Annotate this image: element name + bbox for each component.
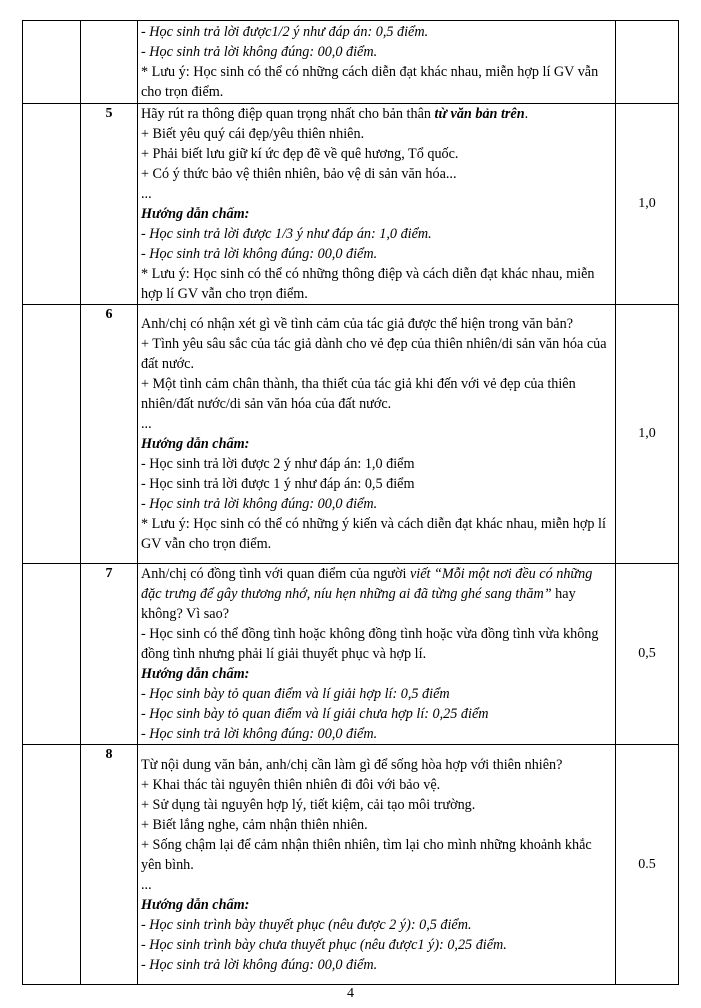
score-cell: 1,0 [616,104,679,305]
question-text: Hãy rút ra thông điệp quan trọng nhất cho bản thân từ văn bản trên. [141,106,529,122]
answer-content [138,564,616,745]
answer-content [138,21,616,104]
guide-line: - Học sinh trả lời được 1/3 ý như đáp án: 1,0 điểm. [141,226,432,242]
blank-cell [23,745,81,985]
score-cell: 1,0 [616,305,679,564]
answer-point: + Phải biết lưu giữ kí ức đẹp đẽ về quê hương, Tổ quốc. [141,146,459,162]
score-cell [616,21,679,104]
table-row [23,21,679,104]
note-line: * Lưu ý: Học sinh có thể có những ý kiến và cách diễn đạt khác nhau, miễn hợp lí GV vẫn cho trọn điểm. [141,516,606,552]
answer-point: + Tình yêu sâu sắc của tác giả dành cho vẻ đẹp của thiên nhiên/di sản văn hóa của đất nước. [141,336,607,372]
question-text: Từ nội dung văn bản, anh/chị cần làm gì để sống hòa hợp với thiên nhiên? [141,756,563,773]
guide-line: - Học sinh trả lời không đúng: 00,0 điểm. [141,726,378,742]
grading-guide-heading: Hướng dẫn chấm: [141,896,250,913]
blank-cell [23,21,81,104]
question-number: 5 [81,104,138,305]
blank-cell [23,104,81,305]
answer-point: + Sử dụng tài nguyên hợp lý, tiết kiệm, cải tạo môi trường. [141,796,476,813]
guide-line: - Học sinh trả lời không đúng: 00,0 điểm. [141,44,378,60]
score-cell: 0.5 [616,745,679,985]
question-number: 6 [81,305,138,564]
table-row [23,745,679,985]
answer-point: + Có ý thức bảo vệ thiên nhiên, bảo vệ di sản văn hóa... [141,166,457,182]
table-row [23,305,679,564]
guide-line: - Học sinh trình bày chưa thuyết phục (nêu được1 ý): 0,25 điểm. [141,936,507,953]
answer-rubric-table [22,20,679,985]
answer-point: + Một tình cảm chân thành, tha thiết của tác giả khi đến với vẻ đẹp của thiên nhiên/đất nước/di sản văn hóa của đất nước. [141,376,576,412]
guide-line: - Học sinh bày tỏ quan điểm và lí giải chưa hợp lí: 0,25 điểm [141,706,489,722]
question-text: Anh/chị có nhận xét gì về tình cảm của tác giả được thể hiện trong văn bản? [141,316,573,332]
answer-point: + Biết lắng nghe, cảm nhận thiên nhiên. [141,816,368,833]
question-text: Anh/chị có đồng tình với quan điểm của người viết “Mỗi một nơi đều có những đặc trưng để gây thương nhớ, níu hẹn những ai đã từng ghé sang thăm” hay không? Vì sao? [141,566,593,622]
answer-point: + Biết yêu quý cái đẹp/yêu thiên nhiên. [141,126,365,142]
grading-guide-heading: Hướng dẫn chấm: [141,666,250,682]
answer-content [138,104,616,305]
grading-guide-heading: Hướng dẫn chấm: [141,436,250,452]
answer-point: - Học sinh có thể đồng tình hoặc không đồng tình hoặc vừa đồng tình vừa không đồng tình nhưng phải lí giải thuyết phục và hợp lí. [141,626,599,662]
ellipsis: ... [141,416,152,432]
answer-point: + Khai thác tài nguyên thiên nhiên đi đôi với bảo vệ. [141,776,441,793]
table-row [23,564,679,745]
grading-guide-heading: Hướng dẫn chấm: [141,206,250,222]
question-number: 8 [81,745,138,985]
note-line: * Lưu ý: Học sinh có thể có những thông điệp và cách diễn đạt khác nhau, miễn hợp lí GV vẫn cho trọn điểm. [141,266,595,302]
guide-line: - Học sinh trả lời được 1 ý như đáp án: 0,5 điểm [141,476,415,492]
answer-point: + Sống chậm lại để cảm nhận thiên nhiên, tìm lại cho mình những khoảnh khắc yên bình. [141,836,592,873]
answer-content [138,745,616,985]
question-number [81,21,138,104]
score-cell: 0,5 [616,564,679,745]
note-line: * Lưu ý: Học sinh có thể có những cách diễn đạt khác nhau, miễn hợp lí GV vẫn cho trọn điểm. [141,64,599,100]
answer-content [138,305,616,564]
page-number: 4 [347,986,354,1001]
blank-cell [23,305,81,564]
guide-line: - Học sinh trả lời không đúng: 00,0 điểm. [141,956,378,973]
blank-cell [23,564,81,745]
guide-line: - Học sinh trả lời không đúng: 00,0 điểm. [141,496,378,512]
ellipsis: ... [141,186,152,202]
ellipsis: ... [141,876,152,893]
guide-line: - Học sinh bày tỏ quan điểm và lí giải hợp lí: 0,5 điểm [141,686,450,702]
question-number: 7 [81,564,138,745]
guide-line: - Học sinh trả lời được1/2 ý như đáp án: 0,5 điểm. [141,24,429,40]
guide-line: - Học sinh trả lời không đúng: 00,0 điểm. [141,246,378,262]
table-row [23,104,679,305]
guide-line: - Học sinh trả lời được 2 ý như đáp án: 1,0 điểm [141,456,415,472]
guide-line: - Học sinh trình bày thuyết phục (nêu được 2 ý): 0,5 điểm. [141,916,472,933]
